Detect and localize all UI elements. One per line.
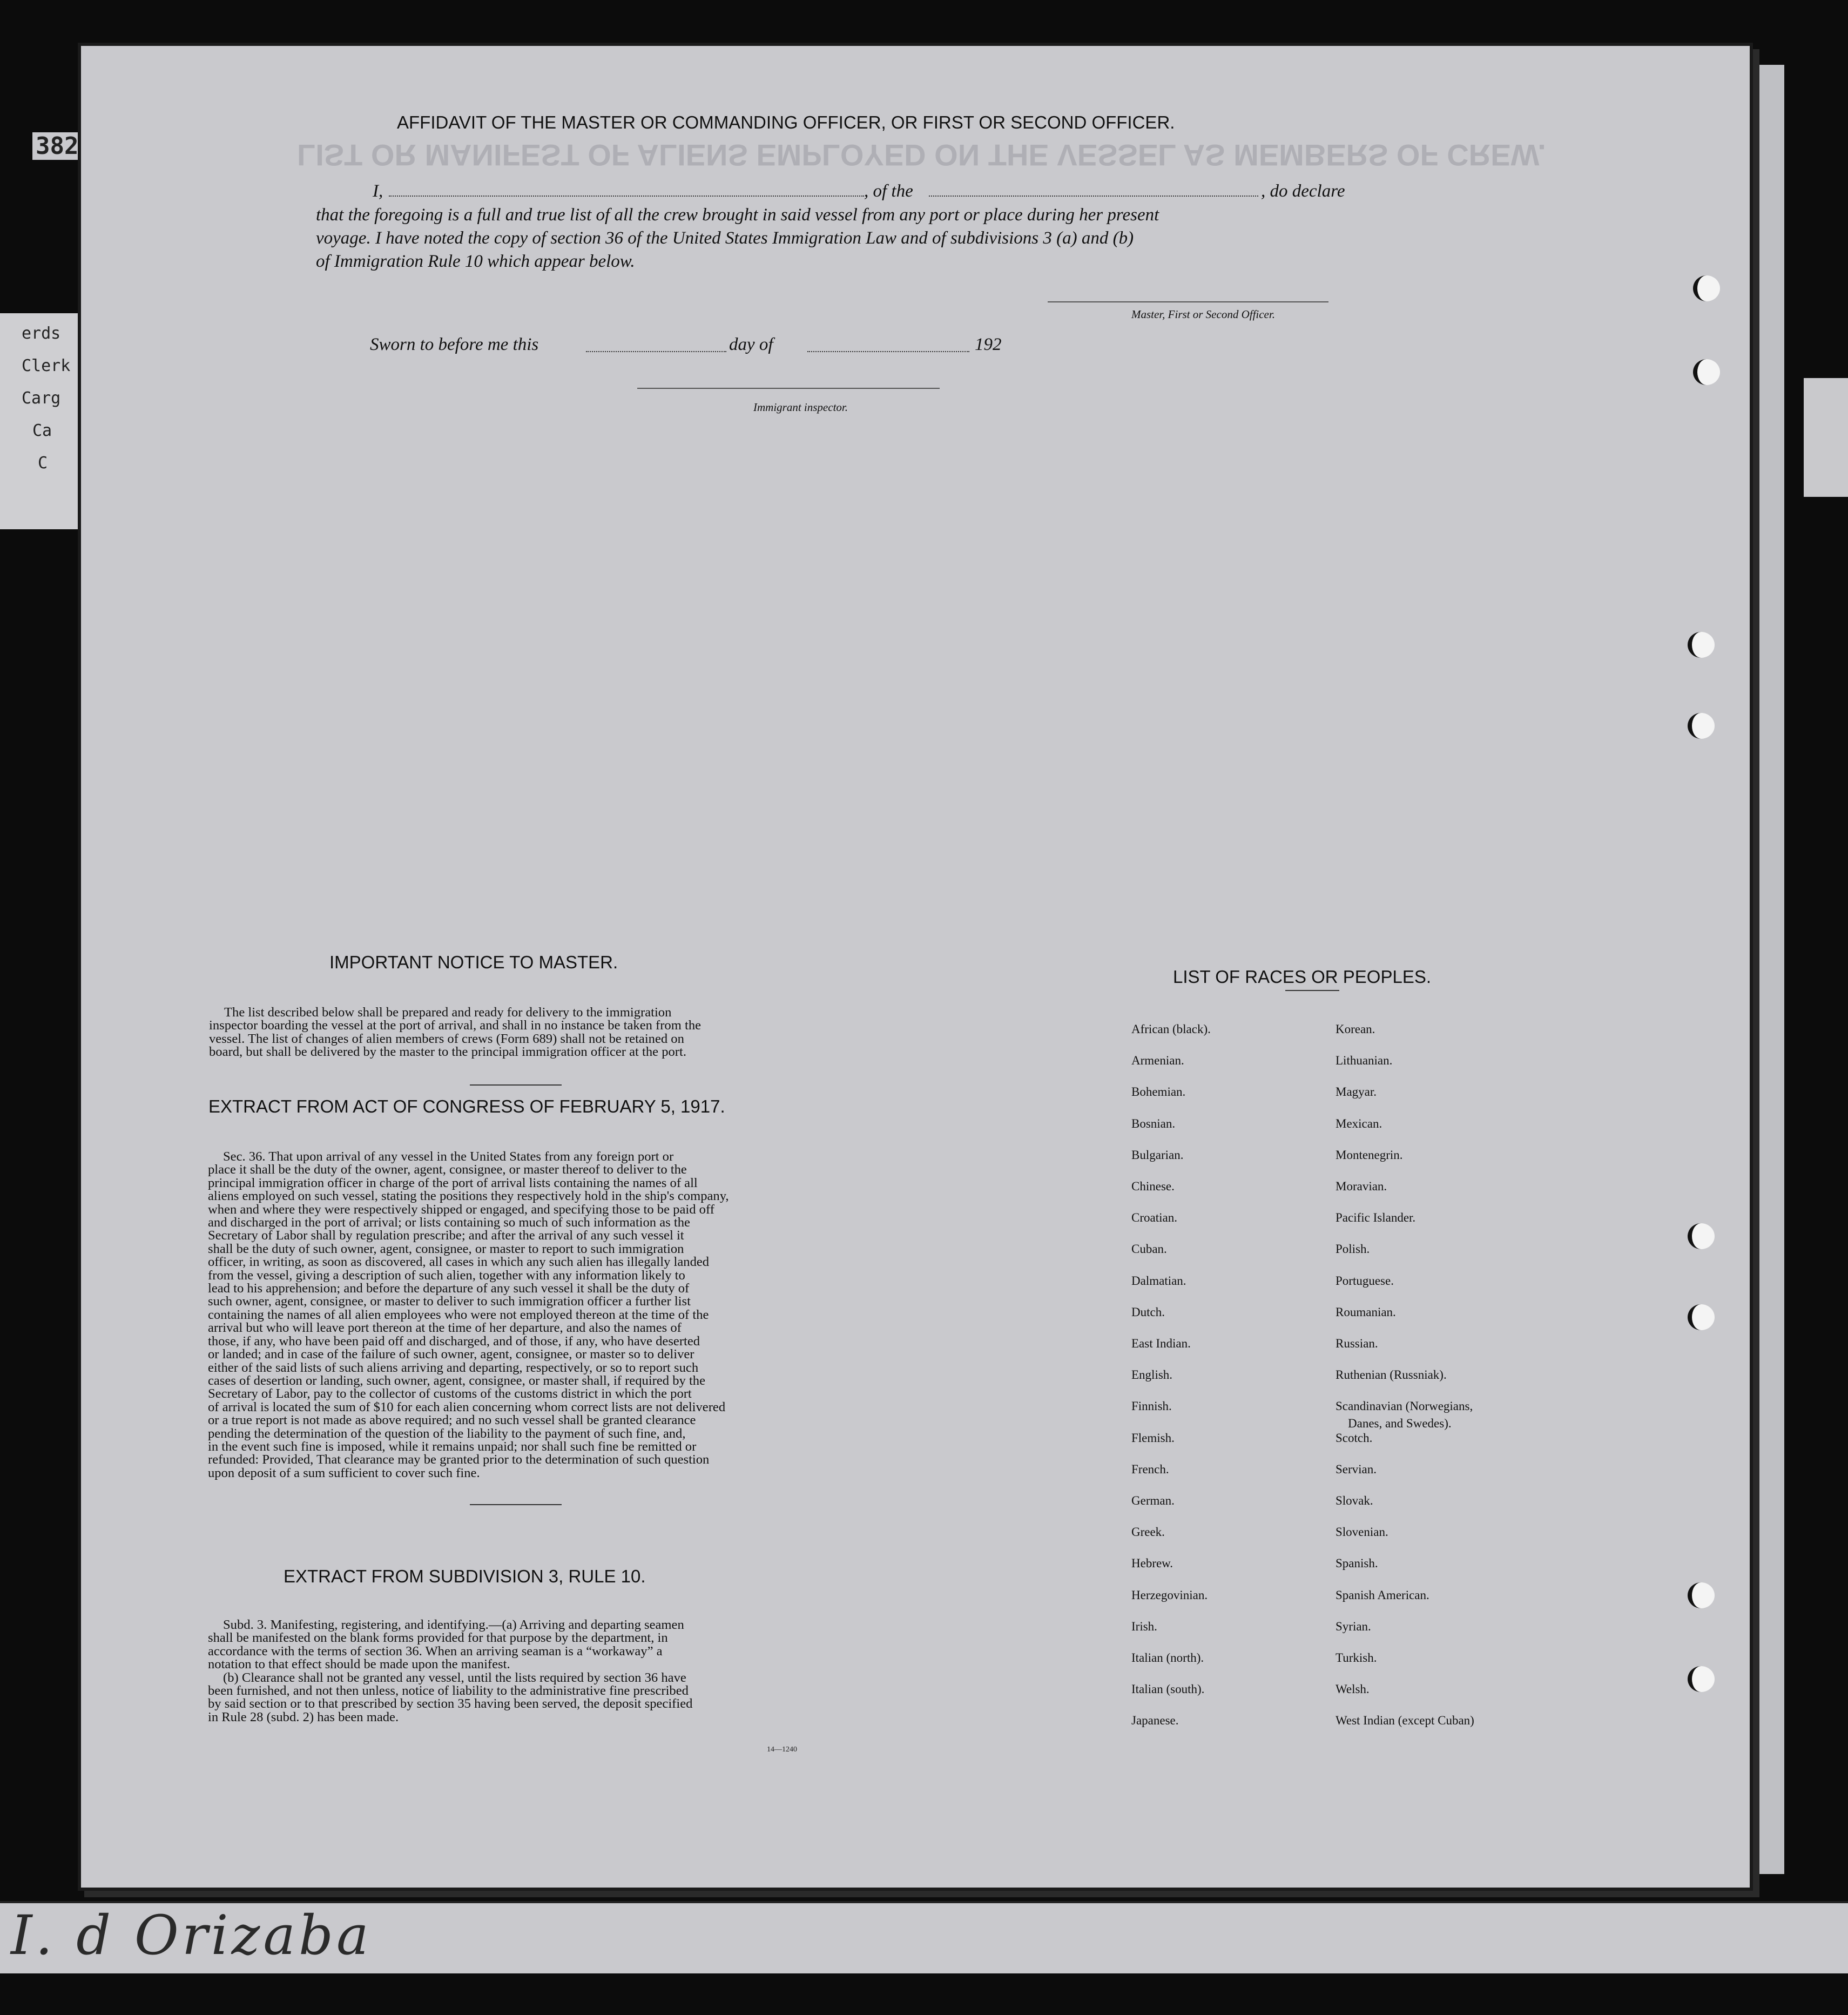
punch-hole — [1688, 1666, 1715, 1692]
race-continuation: Danes, and Swedes). — [1348, 1417, 1452, 1430]
inspector-signature-label: Immigrant inspector. — [753, 401, 848, 414]
act-extract-heading: EXTRACT FROM ACT OF CONGRESS OF FEBRUARY 5, 1917. — [208, 1096, 725, 1116]
race-item: French. — [1131, 1462, 1169, 1476]
race-item: Armenian. — [1131, 1054, 1184, 1068]
race-item: Welsh. — [1336, 1682, 1370, 1696]
divider-rule — [1285, 990, 1339, 991]
race-item: Slovenian. — [1336, 1525, 1388, 1539]
rule-line: Subd. 3. Manifesting, registering, and identifying.—(a) Arriving and departing seamen — [223, 1618, 684, 1632]
race-item: Montenegrin. — [1336, 1148, 1403, 1162]
act-line: place it shall be the duty of the owner, agent, consignee, or master thereof to deliver to the — [208, 1162, 687, 1177]
act-line: principal immigration officer in charge of the port of arrival lists containing the names of all — [208, 1175, 698, 1190]
affidavit-line4: of Immigration Rule 10 which appear below. — [316, 252, 635, 271]
punch-hole — [1688, 713, 1715, 739]
punch-hole — [1693, 359, 1720, 385]
notice-line: board, but shall be delivered by the master to the principal immigration officer at the port. — [209, 1044, 686, 1060]
race-item: Moravian. — [1336, 1180, 1387, 1193]
race-item: Bohemian. — [1131, 1085, 1186, 1099]
master-signature-label: Master, First or Second Officer. — [1131, 308, 1275, 321]
race-item: Spanish American. — [1336, 1588, 1429, 1602]
inspector-signature-blank[interactable] — [637, 388, 940, 389]
race-item: Herzegovinian. — [1131, 1588, 1208, 1602]
race-item: Syrian. — [1336, 1619, 1371, 1633]
race-item: Hebrew. — [1131, 1556, 1173, 1571]
act-line: Sec. 36. That upon arrival of any vessel in the United States from any foreign port or — [223, 1149, 674, 1164]
margin-text: C — [38, 454, 48, 473]
act-line: Secretary of Labor shall by regulation prescribe; and after the arrival of any such vessel it — [208, 1228, 684, 1243]
race-item: Bulgarian. — [1131, 1148, 1184, 1162]
race-item: Lithuanian. — [1336, 1054, 1393, 1068]
page-edge-strip — [1750, 65, 1784, 1874]
margin-text: erds — [22, 324, 61, 343]
rule-line: (b) Clearance shall not be granted any vessel, until the lists required by section 36 have — [223, 1670, 686, 1685]
punch-hole — [1688, 1582, 1715, 1608]
act-line: cases of desertion or landing, such owner, agent, consignee, or master shall, if required by the — [208, 1373, 705, 1388]
race-item: Ruthenian (Russniak). — [1336, 1368, 1447, 1382]
form-number: 14—1240 — [767, 1746, 797, 1754]
punch-hole — [1688, 1223, 1715, 1249]
margin-text: Carg — [22, 389, 61, 408]
race-item: Italian (south). — [1131, 1682, 1205, 1696]
race-item: Bosnian. — [1131, 1116, 1176, 1130]
show-through-text: LIST OR MANIFEST OF ALIENS EMPLOYED ON THE VESSEL AS MEMBERS OF CREW. — [297, 138, 1546, 172]
race-item: Russian. — [1336, 1337, 1378, 1350]
race-item: Italian (north). — [1131, 1651, 1204, 1664]
act-line: pending the determination of the question of the liability to the payment of such fine, and, — [208, 1426, 686, 1441]
act-line: arrival but who will leave port thereon at the time of her departure, and also the names of — [208, 1320, 682, 1336]
act-line: shall be the duty of such owner, agent, consignee, or master to report to such immigration — [208, 1241, 684, 1256]
sworn-day-label: day of — [729, 335, 773, 354]
race-item: Irish. — [1131, 1619, 1157, 1633]
rule-extract-heading: EXTRACT FROM SUBDIVISION 3, RULE 10. — [284, 1566, 646, 1586]
race-item: Scotch. — [1336, 1431, 1373, 1445]
margin-text: Clerk — [22, 356, 71, 375]
race-item: Finnish. — [1131, 1399, 1172, 1413]
act-extract-paragraph — [208, 1150, 821, 1480]
race-item: Dalmatian. — [1131, 1273, 1186, 1288]
act-line: from the vessel, giving a description of such alien, together with any information likely to — [208, 1268, 685, 1283]
master-signature-blank[interactable] — [1048, 301, 1328, 302]
rule-line: been furnished, and not then unless, notice of liability to the administrative fine prescribed — [208, 1683, 689, 1699]
act-line: refunded: Provided, That clearance may be granted prior to the determination of such question — [208, 1452, 710, 1467]
notice-line: inspector boarding the vessel at the port of arrival, and shall in no instance be taken from the — [209, 1018, 702, 1033]
sworn-month-blank[interactable] — [807, 351, 969, 352]
race-item: German. — [1131, 1494, 1175, 1507]
rule-line: accordance with the terms of section 36. When an arriving seaman is a “workaway” a — [208, 1643, 663, 1659]
race-item: Korean. — [1336, 1022, 1375, 1036]
race-item: Servian. — [1336, 1462, 1377, 1476]
affidavit-line3: voyage. I have noted the copy of section 36 of the United States Immigration Law and of subdivisions 3 (a) and (b) — [316, 228, 1134, 248]
notice-heading: IMPORTANT NOTICE TO MASTER. — [329, 952, 618, 972]
race-item: Slovak. — [1336, 1494, 1373, 1507]
sworn-prefix: Sworn to before me this — [370, 335, 539, 354]
rule-extract-paragraph — [208, 1619, 821, 1724]
race-item: African (black). — [1131, 1022, 1211, 1036]
race-item: Mexican. — [1336, 1116, 1382, 1130]
act-line: such owner, agent, consignee, or master to deliver to such immigration officer a further list — [208, 1294, 691, 1309]
race-item: Spanish. — [1336, 1556, 1378, 1571]
race-item: Japanese. — [1131, 1714, 1179, 1728]
race-item: Pacific Islander. — [1336, 1211, 1416, 1225]
act-line: and discharged in the port of arrival; or lists containing so much of such information as the — [208, 1215, 690, 1230]
act-line: lead to his apprehension; and before the departure of any such vessel it shall be the duty of — [208, 1281, 690, 1296]
rule-line: notation to that effect should be made upon the manifest. — [208, 1657, 510, 1672]
act-line: or landed; and in case of the failure of such owner, agent, consignee, or master so to deliver — [208, 1347, 694, 1362]
notice-line: vessel. The list of changes of alien members of crews (Form 689) shall not be retained on — [209, 1031, 684, 1046]
race-item: English. — [1131, 1368, 1173, 1382]
act-line: or a true report is not made as above required; and no such vessel shall be granted clearance — [208, 1413, 696, 1428]
race-item: Scandinavian (Norwegians, — [1336, 1399, 1473, 1413]
act-line: containing the names of all alien employees who were not employed thereon at the time of the — [208, 1307, 709, 1322]
divider-rule — [470, 1504, 562, 1505]
rule-line: in Rule 28 (subd. 2) has been made. — [208, 1709, 399, 1724]
race-item: Roumanian. — [1336, 1305, 1396, 1319]
race-item: Flemish. — [1131, 1431, 1175, 1445]
race-item: Croatian. — [1131, 1211, 1177, 1225]
sworn-year: 192 — [975, 335, 1002, 354]
top-left-number: 382 — [32, 132, 82, 160]
sworn-day-blank[interactable] — [586, 351, 726, 352]
notice-line: The list described below shall be prepared and ready for delivery to the immigration — [224, 1005, 672, 1020]
race-item: Turkish. — [1336, 1651, 1377, 1664]
race-item: West Indian (except Cuban) — [1336, 1714, 1474, 1728]
race-item: Magyar. — [1336, 1085, 1377, 1099]
right-margin-card — [1804, 378, 1848, 497]
race-item: Cuban. — [1131, 1242, 1167, 1256]
handwritten-vessel-label: I. d Orizaba — [11, 1904, 372, 1967]
act-line: aliens employed on such vessel, stating the positions they respectively hold in the ship's company, — [208, 1189, 729, 1204]
race-item: Polish. — [1336, 1242, 1370, 1256]
act-line: those, if any, who have been paid off and discharged, and of those, if any, who have deserted — [208, 1333, 700, 1349]
races-heading: LIST OF RACES OR PEOPLES. — [1173, 967, 1432, 987]
affidavit-line2: that the foregoing is a full and true list of all the crew brought in said vessel from any port or place during her present — [316, 205, 1159, 225]
race-item: Portuguese. — [1336, 1273, 1394, 1288]
rule-line: shall be manifested on the blank forms provided for that purpose by the department, in — [208, 1630, 668, 1646]
affidavit-line1-of: , of the — [864, 181, 913, 201]
act-line: officer, in writing, as soon as discovered, all cases in which any such alien has illegally landed — [208, 1255, 710, 1270]
left-margin-card — [0, 313, 81, 529]
race-item: Greek. — [1131, 1525, 1165, 1539]
punch-hole — [1688, 1304, 1715, 1330]
act-line: either of the said lists of such aliens arriving and departing, respectively, or so to report such — [208, 1360, 699, 1375]
margin-text: Ca — [32, 421, 52, 440]
notice-paragraph — [209, 1006, 819, 1059]
race-item: East Indian. — [1131, 1337, 1191, 1350]
act-line: when and where they were respectively shipped or engaged, and specifying those to be paid off — [208, 1202, 714, 1217]
affidavit-line1-prefix: I, — [373, 181, 383, 201]
punch-hole — [1688, 632, 1715, 658]
act-line: of arrival is located the sum of $10 for each alien concerning whom correct lists are not delivered — [208, 1399, 726, 1414]
affiant-name-blank[interactable] — [389, 196, 864, 197]
vessel-name-blank[interactable] — [929, 196, 1258, 197]
race-item: Chinese. — [1131, 1180, 1175, 1193]
divider-rule — [470, 1084, 562, 1086]
race-item: Dutch. — [1131, 1305, 1165, 1319]
act-line: in the event such fine is imposed, while it remains unpaid; nor shall such fine be remitted or — [208, 1439, 697, 1454]
affidavit-line1-suffix: , do declare — [1261, 181, 1345, 201]
rule-line: by said section or to that prescribed by section 35 having been served, the deposit specified — [208, 1696, 693, 1711]
act-line: upon deposit of a sum sufficient to cover such fine. — [208, 1465, 480, 1480]
affidavit-heading: AFFIDAVIT OF THE MASTER OR COMMANDING OFFICER, OR FIRST OR SECOND OFFICER. — [397, 112, 1175, 132]
act-line: Secretary of Labor, pay to the collector of customs of the customs district in which the port — [208, 1386, 692, 1401]
punch-hole — [1693, 275, 1720, 301]
